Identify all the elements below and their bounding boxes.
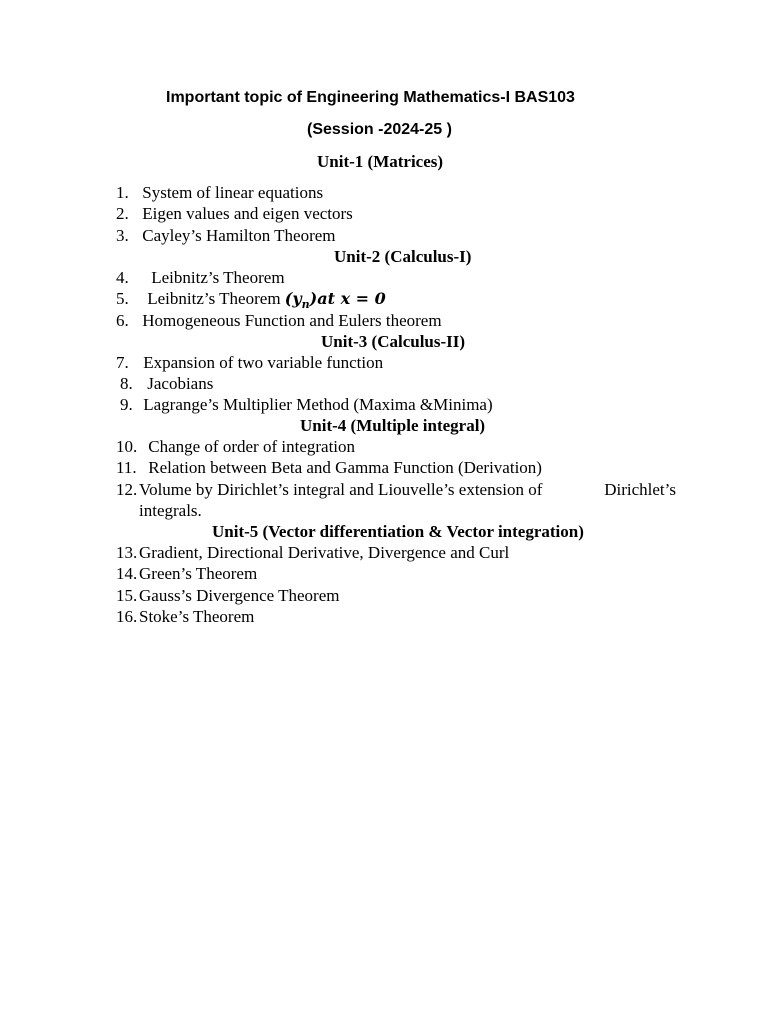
item-text: Eigen values and eigen vectors [142,204,353,223]
item-text: Volume by Dirichlet’s integral and Liouvelle’s extension of [139,480,543,499]
item-text-wrap: integrals. [139,501,202,520]
session-label: (Session -2024-25 ) [307,121,452,138]
item-text: Jacobians [147,374,214,393]
item-number: 13. [116,543,138,562]
item-text: Cayley’s Hamilton Theorem [142,226,336,245]
unit-1-heading: Unit-1 (Matrices) [317,152,444,171]
item-text: Gauss’s Divergence Theorem [139,586,340,605]
item-text: Stoke’s Theorem [139,607,255,626]
item-text: Lagrange’s Multiplier Method (Maxima &Minima) [143,395,493,414]
item-number: 3. [116,226,129,245]
item-number: 8. [120,374,133,393]
item-text: Leibnitz’s Theorem [151,268,285,287]
list-item [116,479,676,500]
item-number: 6. [116,311,129,330]
item-text: Leibnitz’s Theorem [147,289,281,308]
item-text: Relation between Beta and Gamma Function (Derivation) [148,458,542,477]
item-number: 4. [116,268,129,287]
item-text: Expansion of two variable function [143,353,384,372]
item-text-continued: Dirichlet’s [604,480,676,499]
unit-4-heading: Unit-4 (Multiple integral) [300,416,486,435]
item-number: 16. [116,607,138,626]
list-item [116,606,254,627]
item-number: 7. [116,353,129,372]
math-expression: $(y_n)at$ x = 0 [284,289,386,312]
item-text: System of linear equations [142,183,324,202]
item-number: 2. [116,204,129,223]
unit-5-heading: Unit-5 (Vector differentiation & Vector integration) [212,522,584,541]
unit-2-heading: Unit-2 (Calculus-I) [334,247,472,266]
list-item [116,352,383,373]
item-number: 15. [116,586,138,605]
list-item [120,394,493,415]
item-number: 1. [116,183,129,202]
item-text: Gradient, Directional Derivative, Divergence and Curl [139,543,510,562]
list-item [116,436,355,457]
list-item [120,373,213,394]
item-text: Change of order of integration [148,437,356,456]
item-text: Homogeneous Function and Eulers theorem [142,311,442,330]
list-item [116,542,509,563]
list-item [116,310,442,331]
item-number: 12. [116,480,138,499]
item-text: Green’s Theorem [139,564,258,583]
unit-3-heading: Unit-3 (Calculus-II) [321,332,466,351]
list-item [116,225,336,246]
item-number: 10. [116,437,138,456]
item-number: 5. [116,289,129,308]
list-item [116,203,353,224]
list-item [116,457,542,478]
item-number: 9. [120,395,133,414]
list-item [116,585,339,606]
item-number: 11. [116,458,137,477]
list-item [116,267,285,288]
item-number: 14. [116,564,138,583]
document-title: Important topic of Engineering Mathematics-I BAS103 [166,89,575,106]
list-item [116,182,323,203]
list-item [116,563,257,584]
